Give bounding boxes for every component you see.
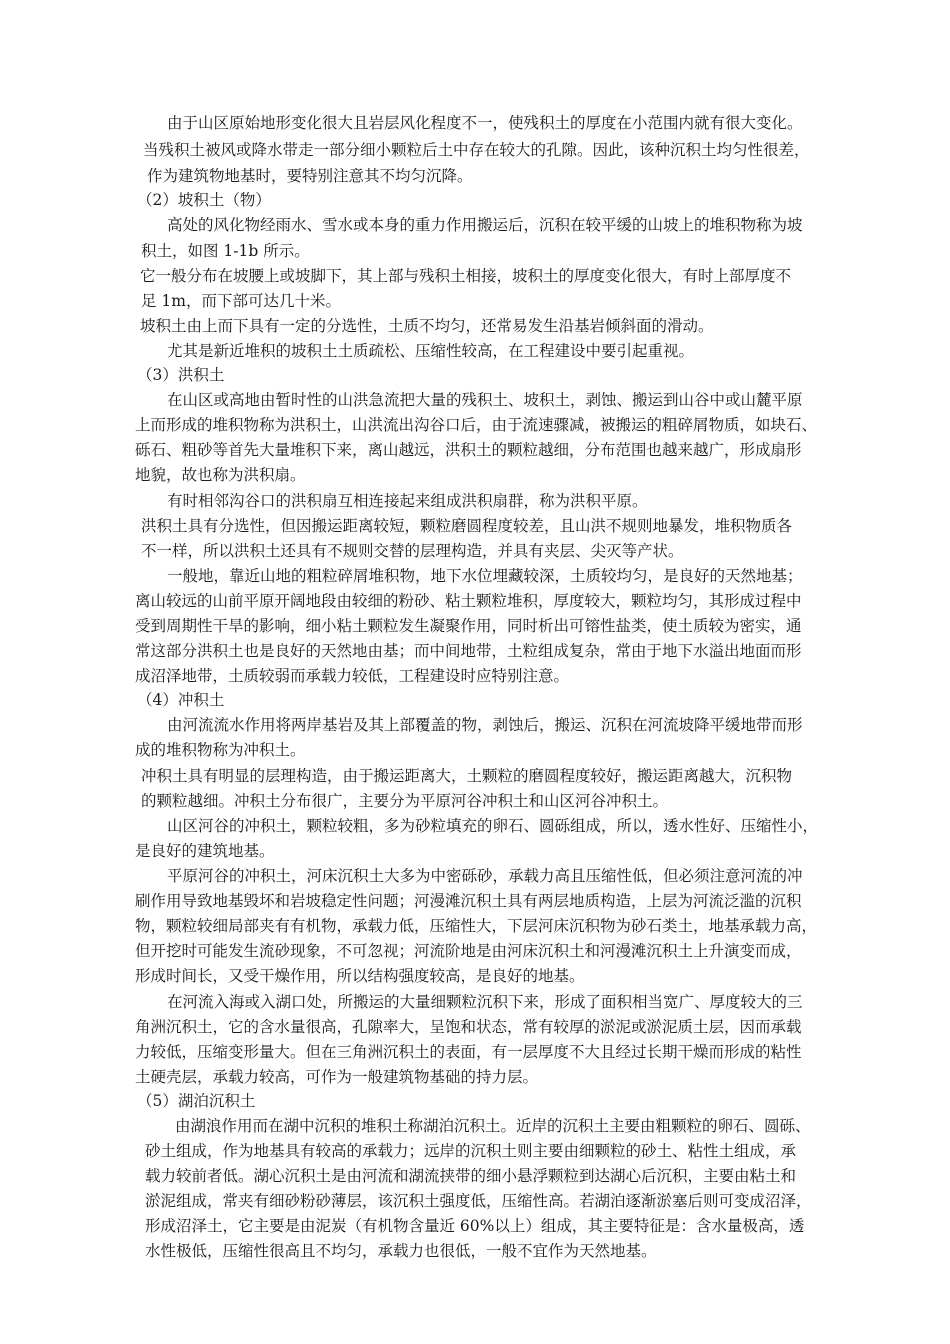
- text-line: 力较低，压缩变形量大。但在三角洲沉积土的表面，有一层厚度不大且经过长期干燥而形成的粘性: [135, 1043, 802, 1061]
- text-line: 有时相邻沟谷口的洪积扇互相连接起来组成洪积扇群，称为洪积平原。: [167, 492, 648, 510]
- text-line: 冲积土具有明显的层理构造，由于搬运距离大，土颗粒的磨圆程度较好，搬运距离越大，沉积物: [141, 767, 793, 785]
- text-line: 由湖浪作用而在湖中沉积的堆积土称湖泊沉积土。近岸的沉积土主要由粗颗粒的卵石、圆砾、: [175, 1117, 811, 1135]
- text-line: 水性极低，压缩性很高且不均匀，承载力也很低，一般不宜作为天然地基。: [145, 1242, 657, 1260]
- text-line: 离山较远的山前平原开阔地段由较细的粉砂、粘土颗粒堆积，厚度较大，颗粒均匀，其形成过程中: [135, 592, 802, 610]
- section-heading: （4）冲积土: [137, 691, 225, 709]
- text-line: 作为建筑物地基时，要特别注意其不均匀沉降。: [147, 167, 473, 185]
- text-line: 淤泥组成，常夹有细砂粉砂薄层，该沉积土强度低，压缩性高。若湖泊逐渐淤塞后则可变成沼泽，: [145, 1192, 812, 1210]
- text-line: 成的堆积物称为冲积土。: [135, 741, 306, 759]
- text-line: 土硬壳层，承载力较高，可作为一般建筑物基础的持力层。: [135, 1068, 539, 1086]
- text-line: 形成沼泽土，它主要是由泥炭（有机物含量近 60%以上）组成，其主要特征是：含水量极高，透: [145, 1217, 805, 1235]
- text-line: 角洲沉积土，它的含水量很高，孔隙率大，呈饱和状态，常有较厚的淤泥或淤泥质土层，因而承载: [135, 1018, 802, 1036]
- text-line: 足 1m，而下部可达几十米。: [141, 292, 341, 310]
- text-line: 坡积土由上而下具有一定的分选性，土质不均匀，还常易发生沿基岩倾斜面的滑动。: [140, 317, 714, 335]
- text-line: 由河流流水作用将两岸基岩及其上部覆盖的物，剥蚀后，搬运、沉积在河流坡降平缓地带而形: [167, 716, 803, 734]
- text-line: 它一般分布在坡腰上或坡脚下，其上部与残积土相接，坡积土的厚度变化很大，有时上部厚度不: [140, 267, 792, 285]
- text-line: 由于山区原始地形变化很大且岩层风化程度不一，使残积土的厚度在小范围内就有很大变化。: [167, 114, 803, 132]
- text-line: 高处的风化物经雨水、雪水或本身的重力作用搬运后，沉积在较平缓的山坡上的堆积物称为坡: [167, 216, 803, 234]
- section-heading: （2）坡积土（物）: [137, 191, 271, 209]
- text-line: 不一样，所以洪积土还具有不规则交替的层理构造，并具有夹层、尖灭等产状。: [141, 542, 684, 560]
- text-line: 积土，如图 1-1b 所示。: [141, 242, 310, 260]
- text-line: 砂土组成，作为地基具有较高的承载力；远岸的沉积土则主要由细颗粒的砂土、粘性土组成，承: [145, 1142, 797, 1160]
- text-line: 刷作用导致地基毁坏和岩坡稳定性问题；河漫滩沉积土具有两层地质构造，上层为河流泛滥的沉积: [135, 892, 802, 910]
- text-line: 洪积土具有分选性，但因搬运距离较短，颗粒磨圆程度较差，且山洪不规则地暴发，堆积物质各: [141, 517, 793, 535]
- text-line: 砾石、粗砂等首先大量堆积下来，离山越远，洪积土的颗粒越细，分布范围也越来越广，形成扇形: [135, 441, 802, 459]
- text-line: 上而形成的堆积物称为洪积土，山洪流出沟谷口后，由于流速骤减，被搬运的粗碎屑物质，如块石、: [135, 416, 818, 434]
- text-line: 成沼泽地带，土质较弱而承载力较低，工程建设时应特别注意。: [135, 667, 570, 685]
- text-line: 但开挖时可能发生流砂现象，不可忽视；河流阶地是由河床沉积土和河漫滩沉积土上升演变而成，: [135, 942, 802, 960]
- text-line: 山区河谷的冲积土，颗粒较粗，多为砂粒填充的卵石、圆砾组成，所以，透水性好、压缩性小，: [167, 817, 819, 835]
- text-line: 尤其是新近堆积的坡积土土质疏松、压缩性较高，在工程建设中要引起重视。: [167, 342, 695, 360]
- text-line: 在河流入海或入湖口处，所搬运的大量细颗粒沉积下来，形成了面积相当宽广、厚度较大的三: [167, 993, 803, 1011]
- text-line: 物，颗粒较细局部夹有有机物，承载力低，压缩性大，下层河床沉积物为砂石类土，地基承载力高，: [135, 917, 818, 935]
- text-line: 载力较前者低。湖心沉积土是由河流和湖流挟带的细小悬浮颗粒到达湖心后沉积，主要由粘土和: [145, 1167, 797, 1185]
- text-line: 形成时间长，又受干燥作用，所以结构强度较高，是良好的地基。: [135, 967, 585, 985]
- section-heading: （3）洪积土: [137, 366, 225, 384]
- text-line: 平原河谷的冲积土，河床沉积土大多为中密砾砂，承载力高且压缩性低，但必须注意河流的冲: [167, 867, 803, 885]
- text-line: 当残积土被风或降水带走一部分细小颗粒后土中存在较大的孔隙。因此，该种沉积土均匀性很差，: [143, 141, 810, 159]
- text-line: 一般地，靠近山地的粗粒碎屑堆积物，地下水位埋藏较深，土质较均匀，是良好的天然地基；: [167, 567, 803, 585]
- text-line: 地貌，故也称为洪积扇。: [135, 466, 306, 484]
- text-line: 是良好的建筑地基。: [135, 842, 275, 860]
- text-line: 的颗粒越细。冲积土分布很广，主要分为平原河谷冲积土和山区河谷冲积土。: [141, 792, 669, 810]
- text-line: 常这部分洪积土也是良好的天然地由基；而中间地带，土粒组成复杂，常由于地下水溢出地面而形: [135, 642, 802, 660]
- section-heading: （5）湖泊沉积土: [137, 1092, 256, 1110]
- text-line: 在山区或高地由暂时性的山洪急流把大量的残积土、坡积土，剥蚀、搬运到山谷中或山麓平原: [167, 391, 803, 409]
- text-line: 受到周期性干旱的影响，细小粘土颗粒发生凝聚作用，同时析出可镕性盐类，使土质较为密实，通: [135, 617, 802, 635]
